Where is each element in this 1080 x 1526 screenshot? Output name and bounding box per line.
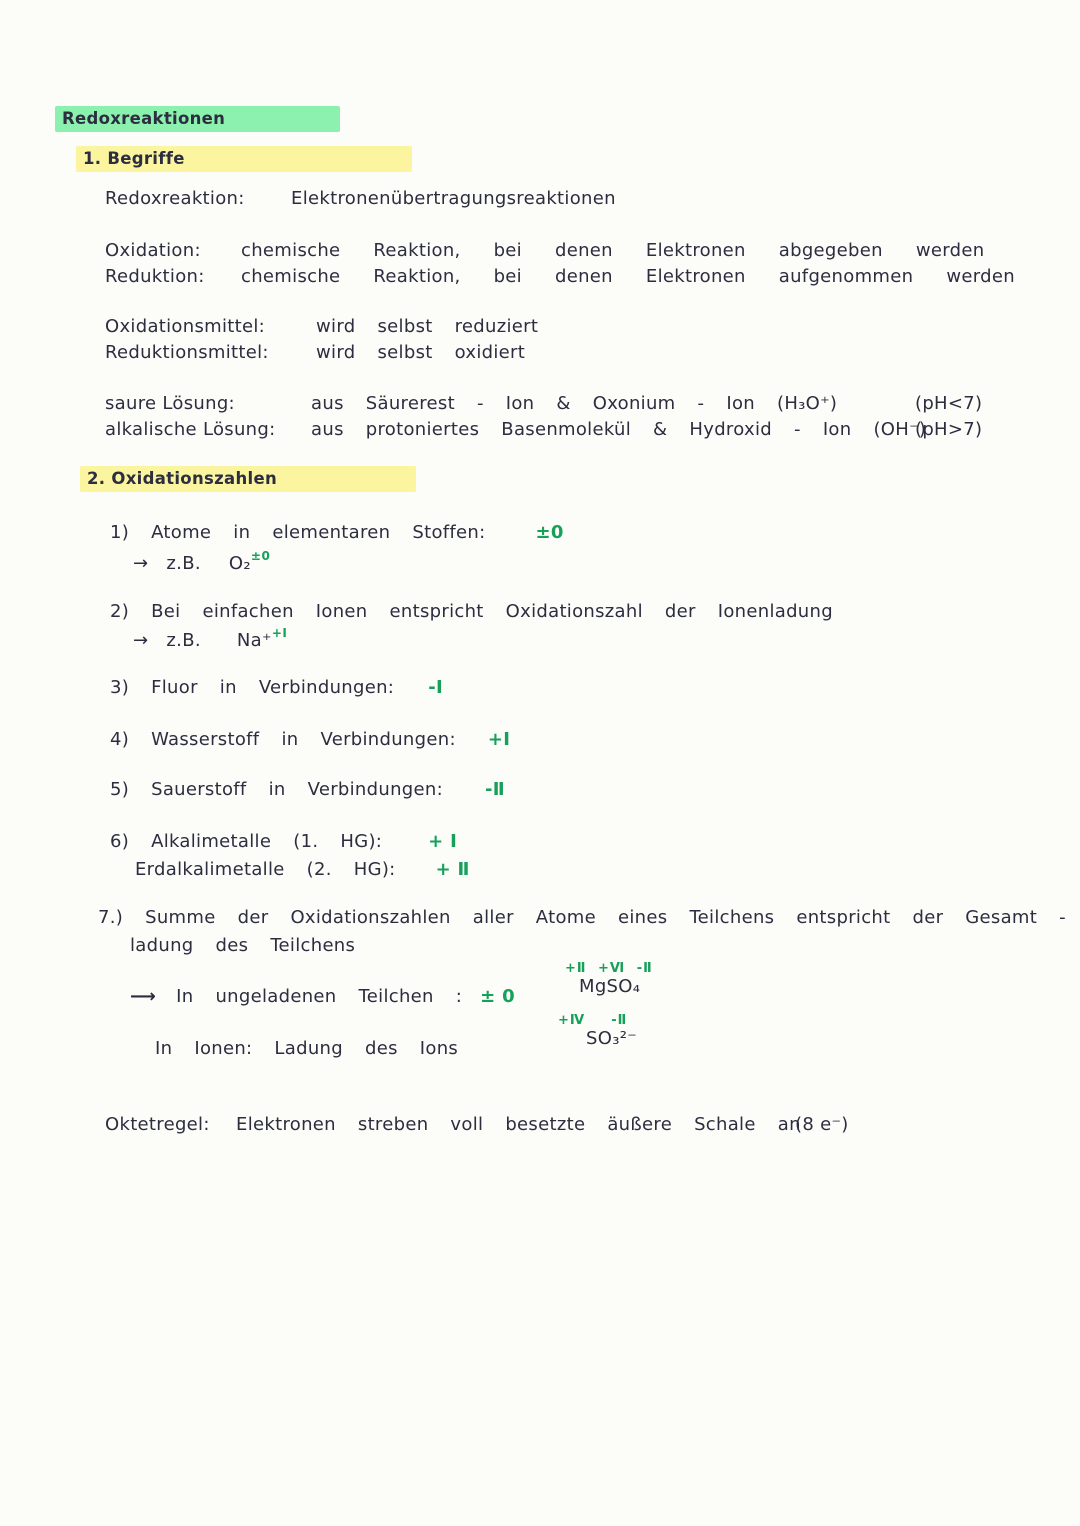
- rule-1-value: ±0: [535, 522, 564, 543]
- def-oxidation-text: chemische Reaktion, bei denen Elektronen abgegeben werden: [241, 240, 985, 261]
- example-mgso4-oxnumbers: +Ⅱ +Ⅵ -Ⅱ: [565, 961, 653, 976]
- page-title: [55, 106, 340, 132]
- arrow-icon: ⟶: [130, 986, 157, 1007]
- def-alkalische-loesung: [105, 419, 1005, 440]
- def-oxidationsmittel: [105, 316, 538, 337]
- rule-2-example-formula: Na⁺: [236, 630, 272, 651]
- rule-2-example-oxnumber: +Ⅰ: [271, 626, 288, 640]
- rule-5-value: -Ⅱ: [484, 779, 505, 800]
- arrow-icon: →: [133, 553, 149, 574]
- rule-5: [110, 779, 505, 800]
- def-redoxreaktion-text: Elektronenübertragungsreaktionen: [291, 188, 616, 209]
- def-saure-loesung-term: saure Lösung:: [105, 393, 235, 414]
- section-oxidationszahlen-header-text: 2. Oxidationszahlen: [87, 469, 277, 488]
- section-begriffe-header-text: 1. Begriffe: [83, 149, 185, 168]
- def-reduktion: [105, 266, 1015, 287]
- rule-3-label: 3) Fluor in Verbindungen:: [110, 677, 395, 698]
- rule-5-label: 5) Sauerstoff in Verbindungen:: [110, 779, 443, 800]
- def-saure-loesung-ph-note: (pH<7): [915, 393, 983, 414]
- section-oxidationszahlen-header: [80, 466, 416, 492]
- rule-3-value: -Ⅰ: [428, 677, 443, 698]
- rule-2-example: [133, 626, 287, 651]
- def-redoxreaktion-term: Redoxreaktion:: [105, 188, 245, 209]
- def-reduktionsmittel-term: Reduktionsmittel:: [105, 342, 269, 363]
- rule-7-line1: [98, 907, 1066, 928]
- arrow-icon: →: [133, 630, 149, 651]
- rule-6-alkalimetalle-label: 6) Alkalimetalle (1. HG):: [110, 831, 383, 852]
- def-reduktionsmittel: [105, 342, 525, 363]
- rule-6-erdalkalimetalle-label: Erdalkalimetalle (2. HG):: [135, 859, 396, 880]
- rule-4: [110, 729, 510, 750]
- section-begriffe-header: [76, 146, 412, 172]
- rule-1-label: 1) Atome in elementaren Stoffen:: [110, 522, 486, 543]
- def-saure-loesung: [105, 393, 1005, 414]
- def-oktetregel-note: (8 e⁻): [795, 1114, 849, 1135]
- def-oktetregel-term: Oktetregel:: [105, 1114, 210, 1135]
- rule-1-example-oxnumber: ±0: [250, 549, 271, 563]
- def-oktetregel-text: Elektronen streben voll besetzte äußere Schale an: [236, 1114, 801, 1135]
- def-oxidationsmittel-text: wird selbst reduziert: [316, 316, 539, 337]
- def-reduktion-text: chemische Reaktion, bei denen Elektronen aufgenommen werden: [241, 266, 1015, 287]
- rule-4-label: 4) Wasserstoff in Verbindungen:: [110, 729, 456, 750]
- rule-7-line1-text: 7.) Summe der Oxidationszahlen aller Atome eines Teilchens entspricht der Gesamt -: [98, 907, 1066, 928]
- rule-1-example: [133, 549, 270, 574]
- rule-6-erdalkalimetalle: [135, 859, 470, 880]
- rule-2-label: 2) Bei einfachen Ionen entspricht Oxidationszahl der Ionenladung: [110, 601, 833, 622]
- example-so3-oxnumber-right: -Ⅱ: [611, 1013, 628, 1028]
- example-so3: [558, 1014, 637, 1050]
- def-saure-loesung-text: aus Säurerest - Ion & Oxonium - Ion (H₃O⁺): [311, 393, 838, 414]
- rule-7-uncharged-text: In ungeladenen Teilchen :: [176, 986, 463, 1007]
- rule-1-example-prefix: z.B.: [166, 553, 201, 574]
- rule-1: [110, 522, 564, 543]
- rule-1-example-formula: O₂: [228, 553, 251, 574]
- def-alkalische-loesung-ph-note: (pH>7): [915, 419, 983, 440]
- rule-6-alkalimetalle-value: + Ⅰ: [428, 831, 458, 852]
- example-so3-oxnumbers: [558, 1014, 637, 1029]
- rule-7-line2: [130, 935, 355, 956]
- def-oktetregel: [105, 1114, 1005, 1135]
- def-oxidation: [105, 240, 984, 261]
- example-mgso4: [565, 962, 653, 998]
- def-alkalische-loesung-term: alkalische Lösung:: [105, 419, 276, 440]
- def-reduktionsmittel-text: wird selbst oxidiert: [316, 342, 526, 363]
- page-title-text: Redoxreaktionen: [62, 109, 226, 128]
- def-oxidation-term: Oxidation:: [105, 240, 201, 261]
- rule-2-example-prefix: z.B.: [166, 630, 201, 651]
- rule-7-ions: [155, 1038, 458, 1059]
- rule-7-ions-text: In Ionen: Ladung des Ions: [155, 1038, 459, 1059]
- example-mgso4-formula: MgSO₄: [579, 975, 641, 997]
- rule-6-erdalkalimetalle-value: + Ⅱ: [435, 859, 470, 880]
- rule-6-alkalimetalle: [110, 831, 457, 852]
- def-oxidationsmittel-term: Oxidationsmittel:: [105, 316, 266, 337]
- example-so3-oxnumber-left: +Ⅳ: [558, 1013, 586, 1028]
- def-alkalische-loesung-text: aus protoniertes Basenmolekül & Hydroxid - Ion (OH⁻): [311, 419, 927, 440]
- rule-7-uncharged-value: ± 0: [480, 986, 515, 1007]
- rule-7-uncharged: [130, 986, 515, 1007]
- rule-7-line2-text: ladung des Teilchens: [130, 935, 356, 956]
- rule-2: [110, 601, 833, 622]
- rule-3: [110, 677, 443, 698]
- example-so3-formula: SO₃²⁻: [586, 1027, 638, 1049]
- def-reduktion-term: Reduktion:: [105, 266, 205, 287]
- rule-4-value: +Ⅰ: [487, 729, 511, 750]
- def-redoxreaktion: [105, 188, 616, 209]
